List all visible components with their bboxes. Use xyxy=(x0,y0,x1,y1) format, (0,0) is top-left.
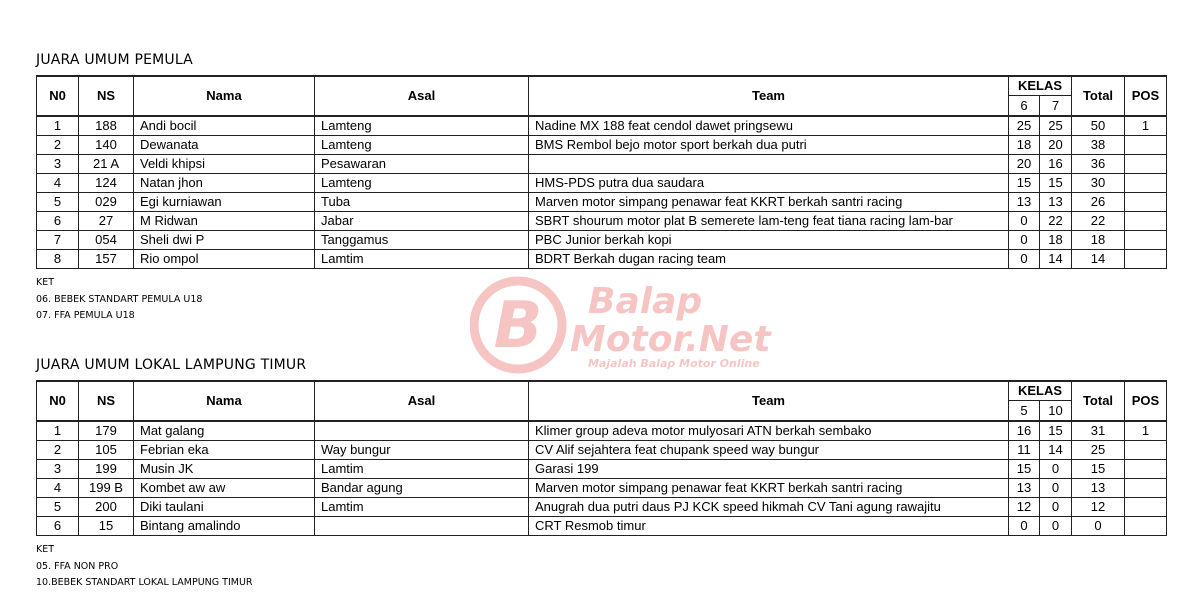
cell-no: 3 xyxy=(37,460,79,479)
cell-kelas-2: 15 xyxy=(1040,421,1072,441)
svg-text:B: B xyxy=(493,289,543,363)
cell-no: 4 xyxy=(37,174,79,193)
cell-ns: 27 xyxy=(79,212,134,231)
cell-asal: Lamteng xyxy=(315,174,529,193)
ket-notes-pemula xyxy=(36,275,202,325)
cell-total: 18 xyxy=(1072,231,1125,250)
cell-kelas-1: 13 xyxy=(1009,193,1040,212)
header-total: Total xyxy=(1072,381,1125,421)
cell-pos xyxy=(1125,460,1167,479)
cell-kelas-1: 16 xyxy=(1009,421,1040,441)
cell-nama: Egi kurniawan xyxy=(134,193,315,212)
table-row xyxy=(37,231,1167,250)
header-team: Team xyxy=(529,381,1009,421)
cell-nama: Musin JK xyxy=(134,460,315,479)
header-asal: Asal xyxy=(315,76,529,116)
cell-ns: 140 xyxy=(79,136,134,155)
table-body-lokal-lampung-timur xyxy=(37,421,1167,536)
cell-nama: Andi bocil xyxy=(134,116,315,136)
ket-item: 05. FFA NON PRO xyxy=(36,560,119,572)
cell-kelas-2: 14 xyxy=(1040,250,1072,269)
cell-total: 31 xyxy=(1072,421,1125,441)
cell-kelas-1: 13 xyxy=(1009,479,1040,498)
cell-ns: 105 xyxy=(79,441,134,460)
cell-no: 6 xyxy=(37,517,79,536)
cell-asal: Lamteng xyxy=(315,116,529,136)
cell-ns: 188 xyxy=(79,116,134,136)
header-kelas: KELAS xyxy=(1009,381,1072,401)
section-title-pemula: JUARA UMUM PEMULA xyxy=(36,52,193,68)
header-ns: NS xyxy=(79,381,134,421)
table-row xyxy=(37,136,1167,155)
cell-no: 3 xyxy=(37,155,79,174)
cell-pos xyxy=(1125,498,1167,517)
table-row xyxy=(37,479,1167,498)
table-row xyxy=(37,460,1167,479)
cell-team: BMS Rembol bejo motor sport berkah dua putri xyxy=(529,136,1009,155)
cell-total: 50 xyxy=(1072,116,1125,136)
cell-asal: Jabar xyxy=(315,212,529,231)
cell-nama: Diki taulani xyxy=(134,498,315,517)
cell-nama: Mat galang xyxy=(134,421,315,441)
table-row xyxy=(37,174,1167,193)
cell-nama: Sheli dwi P xyxy=(134,231,315,250)
cell-total: 30 xyxy=(1072,174,1125,193)
cell-total: 38 xyxy=(1072,136,1125,155)
watermark-line1: Balap xyxy=(588,281,703,322)
cell-team xyxy=(529,155,1009,174)
cell-total: 13 xyxy=(1072,479,1125,498)
cell-team: Marven motor simpang penawar feat KKRT berkah santri racing xyxy=(529,479,1009,498)
cell-asal: Bandar agung xyxy=(315,479,529,498)
cell-pos xyxy=(1125,517,1167,536)
cell-nama: M Ridwan xyxy=(134,212,315,231)
cell-kelas-1: 0 xyxy=(1009,250,1040,269)
cell-asal: Lamtim xyxy=(315,250,529,269)
cell-nama: Rio ompol xyxy=(134,250,315,269)
cell-ns: 21 A xyxy=(79,155,134,174)
cell-asal: Tuba xyxy=(315,193,529,212)
cell-total: 15 xyxy=(1072,460,1125,479)
cell-asal: Lamtim xyxy=(315,498,529,517)
cell-pos xyxy=(1125,212,1167,231)
cell-team: PBC Junior berkah kopi xyxy=(529,231,1009,250)
cell-no: 2 xyxy=(37,136,79,155)
cell-asal xyxy=(315,517,529,536)
watermark-tagline: Majalah Balap Motor Online xyxy=(588,357,760,370)
cell-no: 2 xyxy=(37,441,79,460)
cell-kelas-1: 20 xyxy=(1009,155,1040,174)
header-kelas-1: 6 xyxy=(1009,96,1040,117)
cell-total: 26 xyxy=(1072,193,1125,212)
cell-kelas-2: 0 xyxy=(1040,479,1072,498)
cell-asal: Tanggamus xyxy=(315,231,529,250)
cell-kelas-2: 13 xyxy=(1040,193,1072,212)
cell-pos xyxy=(1125,231,1167,250)
cell-pos: 1 xyxy=(1125,421,1167,441)
cell-no: 1 xyxy=(37,421,79,441)
header-kelas-2: 7 xyxy=(1040,96,1072,117)
cell-total: 0 xyxy=(1072,517,1125,536)
cell-kelas-2: 20 xyxy=(1040,136,1072,155)
cell-kelas-1: 11 xyxy=(1009,441,1040,460)
cell-no: 5 xyxy=(37,498,79,517)
ket-notes-lokal-lampung-timur xyxy=(36,542,253,592)
table-row xyxy=(37,517,1167,536)
table-row xyxy=(37,193,1167,212)
cell-kelas-1: 0 xyxy=(1009,517,1040,536)
table-row xyxy=(37,212,1167,231)
cell-no: 7 xyxy=(37,231,79,250)
header-nama: Nama xyxy=(134,381,315,421)
cell-nama: Natan jhon xyxy=(134,174,315,193)
ket-item: 06. BEBEK STANDART PEMULA U18 xyxy=(36,293,203,305)
cell-no: 6 xyxy=(37,212,79,231)
cell-ns: 179 xyxy=(79,421,134,441)
cell-kelas-2: 0 xyxy=(1040,517,1072,536)
cell-kelas-1: 0 xyxy=(1009,231,1040,250)
cell-ns: 200 xyxy=(79,498,134,517)
ket-item: 07. FFA PEMULA U18 xyxy=(36,310,135,321)
ket-label: KET xyxy=(36,277,55,288)
cell-team: CV Alif sejahtera feat chupank speed way bungur xyxy=(529,441,1009,460)
cell-nama: Dewanata xyxy=(134,136,315,155)
cell-pos xyxy=(1125,479,1167,498)
cell-kelas-2: 0 xyxy=(1040,498,1072,517)
header-pos: POS xyxy=(1125,381,1167,421)
header-kelas: KELAS xyxy=(1009,76,1072,96)
cell-kelas-1: 15 xyxy=(1009,460,1040,479)
cell-pos xyxy=(1125,174,1167,193)
cell-nama: Kombet aw aw xyxy=(134,479,315,498)
cell-asal: Pesawaran xyxy=(315,155,529,174)
cell-total: 36 xyxy=(1072,155,1125,174)
header-nama: Nama xyxy=(134,76,315,116)
standings-table-lokal-lampung-timur xyxy=(36,380,1167,536)
cell-kelas-1: 18 xyxy=(1009,136,1040,155)
watermark-line2: Motor.Net xyxy=(570,319,771,360)
header-kelas-1: 5 xyxy=(1009,401,1040,422)
cell-nama: Veldi khipsi xyxy=(134,155,315,174)
cell-no: 4 xyxy=(37,479,79,498)
table-body-pemula xyxy=(37,116,1167,269)
cell-nama: Bintang amalindo xyxy=(134,517,315,536)
header-total: Total xyxy=(1072,76,1125,116)
cell-kelas-2: 25 xyxy=(1040,116,1072,136)
cell-total: 14 xyxy=(1072,250,1125,269)
cell-ns: 199 B xyxy=(79,479,134,498)
header-no: N0 xyxy=(37,76,79,116)
header-ns: NS xyxy=(79,76,134,116)
cell-no: 1 xyxy=(37,116,79,136)
table-row xyxy=(37,421,1167,441)
cell-total: 22 xyxy=(1072,212,1125,231)
cell-kelas-2: 14 xyxy=(1040,441,1072,460)
header-asal: Asal xyxy=(315,381,529,421)
header-pos: POS xyxy=(1125,76,1167,116)
cell-team: Klimer group adeva motor mulyosari ATN berkah sembako xyxy=(529,421,1009,441)
cell-team: HMS-PDS putra dua saudara xyxy=(529,174,1009,193)
table-row xyxy=(37,441,1167,460)
table-row xyxy=(37,250,1167,269)
cell-team: Garasi 199 xyxy=(529,460,1009,479)
cell-no: 8 xyxy=(37,250,79,269)
cell-asal: Way bungur xyxy=(315,441,529,460)
cell-kelas-2: 16 xyxy=(1040,155,1072,174)
cell-ns: 029 xyxy=(79,193,134,212)
cell-kelas-1: 0 xyxy=(1009,212,1040,231)
ket-label: KET xyxy=(36,544,55,555)
cell-asal: Lamteng xyxy=(315,136,529,155)
cell-ns: 157 xyxy=(79,250,134,269)
cell-team: SBRT shourum motor plat B semerete lam-teng feat tiana racing lam-bar xyxy=(529,212,1009,231)
cell-ns: 199 xyxy=(79,460,134,479)
cell-nama: Febrian eka xyxy=(134,441,315,460)
table-row xyxy=(37,498,1167,517)
cell-asal xyxy=(315,421,529,441)
table-row xyxy=(37,116,1167,136)
cell-team: Nadine MX 188 feat cendol dawet pringsewu xyxy=(529,116,1009,136)
cell-kelas-1: 12 xyxy=(1009,498,1040,517)
cell-team: CRT Resmob timur xyxy=(529,517,1009,536)
section-title-lokal-lampung-timur: JUARA UMUM LOKAL LAMPUNG TIMUR xyxy=(36,357,307,373)
cell-ns: 054 xyxy=(79,231,134,250)
cell-kelas-2: 18 xyxy=(1040,231,1072,250)
cell-asal: Lamtim xyxy=(315,460,529,479)
ket-item: 10.BEBEK STANDART LOKAL LAMPUNG TIMUR xyxy=(36,577,253,588)
cell-team: Anugrah dua putri daus PJ KCK speed hikmah CV Tani agung rawajitu xyxy=(529,498,1009,517)
cell-pos xyxy=(1125,441,1167,460)
cell-kelas-1: 25 xyxy=(1009,116,1040,136)
cell-no: 5 xyxy=(37,193,79,212)
cell-kelas-2: 0 xyxy=(1040,460,1072,479)
cell-total: 12 xyxy=(1072,498,1125,517)
cell-ns: 15 xyxy=(79,517,134,536)
cell-kelas-2: 15 xyxy=(1040,174,1072,193)
standings-table-pemula xyxy=(36,75,1167,269)
cell-pos: 1 xyxy=(1125,116,1167,136)
cell-team: BDRT Berkah dugan racing team xyxy=(529,250,1009,269)
cell-kelas-1: 15 xyxy=(1009,174,1040,193)
cell-ns: 124 xyxy=(79,174,134,193)
cell-pos xyxy=(1125,250,1167,269)
header-team: Team xyxy=(529,76,1009,116)
cell-kelas-2: 22 xyxy=(1040,212,1072,231)
cell-pos xyxy=(1125,136,1167,155)
cell-pos xyxy=(1125,193,1167,212)
cell-total: 25 xyxy=(1072,441,1125,460)
cell-pos xyxy=(1125,155,1167,174)
header-no: N0 xyxy=(37,381,79,421)
cell-team: Marven motor simpang penawar feat KKRT berkah santri racing xyxy=(529,193,1009,212)
table-row xyxy=(37,155,1167,174)
balapmotor-logo xyxy=(470,275,840,375)
header-kelas-2: 10 xyxy=(1040,401,1072,422)
